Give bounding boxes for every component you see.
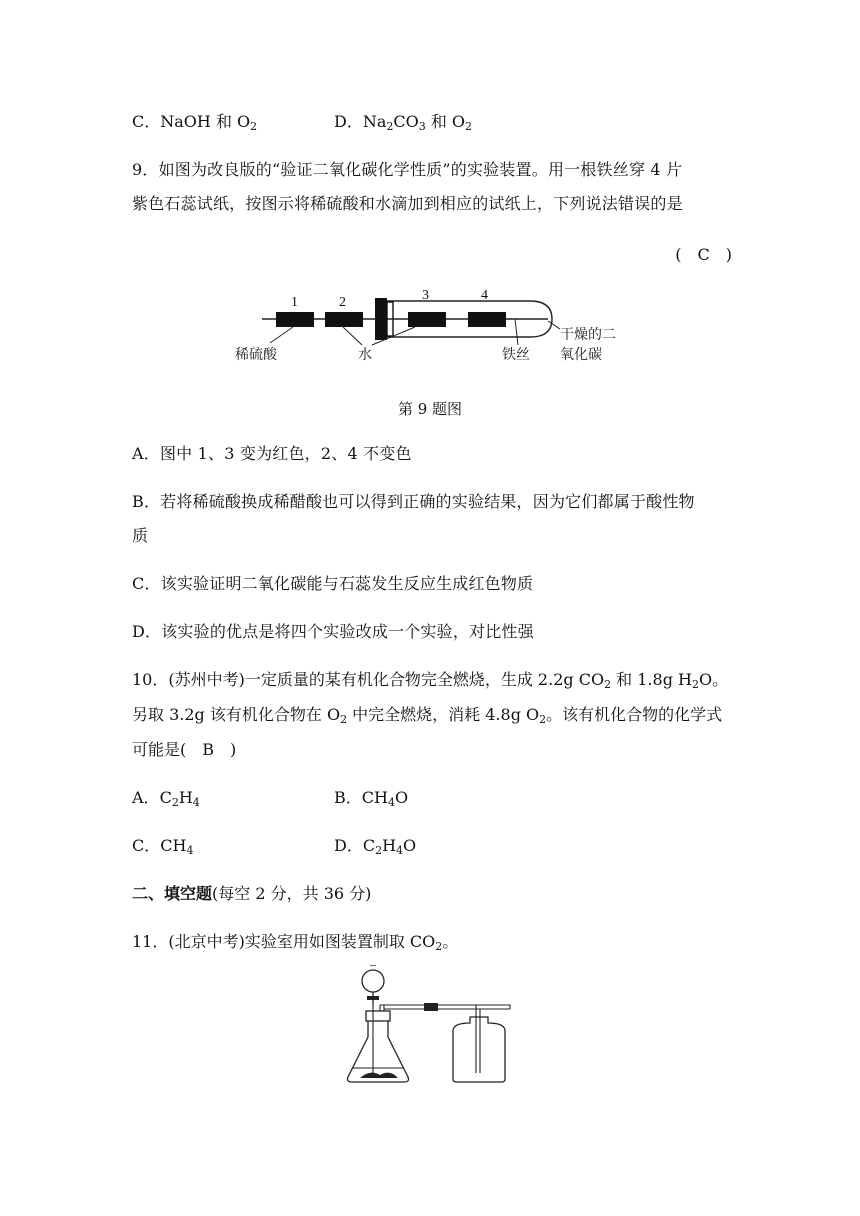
q9-stem-line2: 紫色石蕊试纸，按图示将稀硫酸和水滴加到相应的试纸上，下列说法错误的是 xyxy=(132,194,683,213)
q10-stem-line1: 10．(苏州中考)一定质量的某有机化合物完全燃烧，生成 2.2g $CO_2$ 和 1.8g $H_2O$。 xyxy=(132,670,729,691)
label-dry-co2-line1: 干燥的二 xyxy=(560,327,616,343)
label-iron-wire: 铁丝 xyxy=(502,347,530,363)
q9-option-d: D．该实验的优点是将四个实验改成一个实验，对比性强 xyxy=(132,622,534,641)
q9-figure-caption: 第 9 题图 xyxy=(397,400,463,418)
q10-option-c: C．$CH_4$ xyxy=(132,836,194,857)
q10-option-b: B．$CH_4O$ xyxy=(334,788,409,809)
flask-solid xyxy=(360,1073,398,1078)
q8-option-c: C．NaOH 和 $O_2$ xyxy=(132,112,258,133)
tube-connector xyxy=(424,1003,438,1011)
q10-stem-line3: 可能是( B ) xyxy=(132,740,237,759)
label-3: 3 xyxy=(422,288,429,303)
q10-option-a: A．$C_2H_4$ xyxy=(132,788,200,809)
litmus-paper-1 xyxy=(276,312,314,327)
label-dilute-sulfuric-acid: 稀硫酸 xyxy=(235,347,277,363)
stopper xyxy=(375,298,387,340)
label-4: 4 xyxy=(481,288,488,303)
label-2: 2 xyxy=(339,295,346,310)
q9-option-b-line1: B．若将稀硫酸换成稀醋酸也可以得到正确的实验结果，因为它们都属于酸性物 xyxy=(132,492,695,511)
funnel-stopcock xyxy=(367,996,379,1000)
flask-stopper xyxy=(366,1011,390,1021)
label-1: 1 xyxy=(291,295,298,310)
q9-option-c: C．该实验证明二氧化碳能与石蕊发生反应生成红色物质 xyxy=(132,574,534,593)
q9-option-a: A．图中 1、3 变为红色，2、4 不变色 xyxy=(132,444,412,463)
q9-stem-line1: 9．如图为改良版的“验证二氧化碳化学性质”的实验装置。用一根铁丝穿 4 片 xyxy=(132,160,683,179)
litmus-paper-2 xyxy=(325,312,363,327)
q9-figure xyxy=(230,285,630,370)
litmus-paper-4 xyxy=(468,312,506,327)
q11-apparatus-figure xyxy=(340,965,520,1090)
q10-option-d: D．$C_2H_4O$ xyxy=(334,836,417,857)
collecting-bottle xyxy=(453,1017,505,1082)
q10-stem-line2: 另取 3.2g 该有机化合物在 $O_2$ 中完全燃烧，消耗 4.8g $O_2$。该有机化合物的化学式 xyxy=(132,705,723,726)
label-dry-co2-line2: 氧化碳 xyxy=(560,347,602,363)
section-2-heading: 二、填空题(每空 2 分，共 36 分) xyxy=(132,884,372,903)
funnel-bulb xyxy=(362,970,384,992)
conical-flask xyxy=(348,1021,409,1082)
q8-option-d: D．$Na_2CO_3$ 和 $O_2$ xyxy=(334,112,473,133)
litmus-paper-3 xyxy=(408,312,446,327)
q9-option-b-line2: 质 xyxy=(132,526,149,545)
q11-stem: 11．(北京中考)实验室用如图装置制取 $CO_2$。 xyxy=(132,932,459,953)
q9-answer: ( C ) xyxy=(675,245,732,264)
label-water: 水 xyxy=(358,347,372,363)
